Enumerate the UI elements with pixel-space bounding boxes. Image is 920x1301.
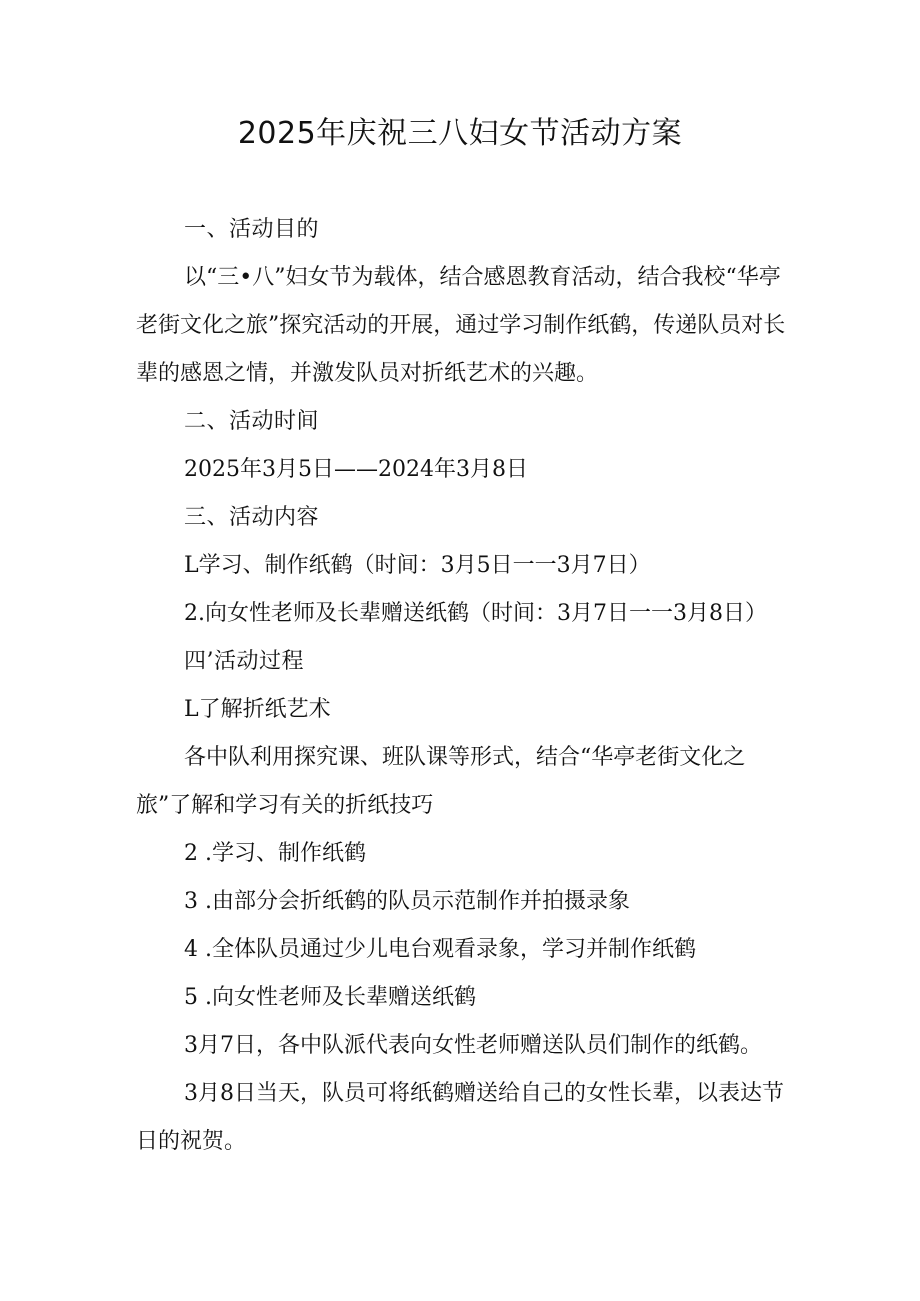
paragraph-time: 2025年3月5日——2024年3月8日 <box>184 457 528 482</box>
document-title: 2025年庆祝三八妇女节活动方案 <box>237 116 683 151</box>
paragraph-march-8: 3月8日当天，队员可将纸鹤赠送给自己的女性长辈，以表达节日的祝贺。 <box>136 1081 784 1154</box>
list-item-process-3: 3 .由部分会折纸鹤的队员示范制作并拍摄录象 <box>184 889 630 914</box>
section-heading-process: 四’活动过程 <box>184 649 304 674</box>
list-item-process-1: L了解折纸艺术 <box>184 697 331 722</box>
list-item-process-5: 5 .向女性老师及长辈赠送纸鹤 <box>184 985 476 1010</box>
list-item-process-4: 4 .全体队员通过少儿电台观看录象，学习并制作纸鹤 <box>184 937 696 962</box>
section-heading-purpose: 一、活动目的 <box>184 217 320 242</box>
section-heading-content: 三、活动内容 <box>184 505 320 530</box>
paragraph-purpose: 以“三•八”妇女节为载体，结合感恩教育活动，结合我校“华亭老街文化之旅”探究活动的开展，通过学习制作纸鹤，传递队员对长辈的感恩之情，并激发队员对折纸艺术的兴趣。 <box>136 265 786 386</box>
section-heading-time: 二、活动时间 <box>184 409 320 434</box>
list-item-content-1: L学习、制作纸鹤（时间：3月5日一一3月7日） <box>184 553 651 578</box>
document-body <box>136 206 796 1166</box>
paragraph-process-1-detail: 各中队利用探究课、班队课等形式，结合“华亭老街文化之旅”了解和学习有关的折纸技巧 <box>136 745 746 818</box>
list-item-content-2: 2.向女性老师及长辈赠送纸鹤（时间：3月7日一一3月8日） <box>184 601 767 626</box>
paragraph-march-7: 3月7日，各中队派代表向女性老师赠送队员们制作的纸鹤。 <box>184 1033 762 1058</box>
list-item-process-2: 2 .学习、制作纸鹤 <box>184 841 366 866</box>
